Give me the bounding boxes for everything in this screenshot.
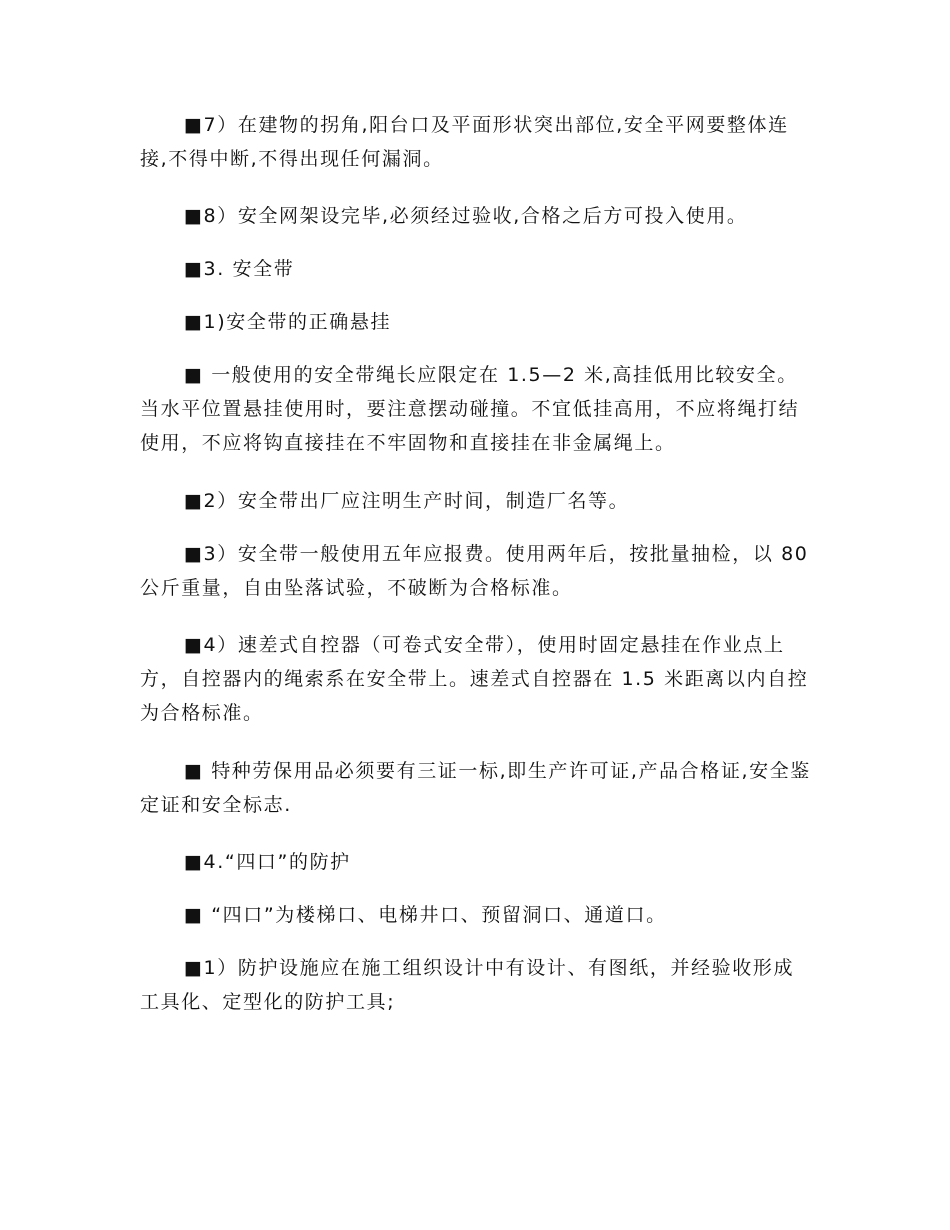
paragraph-protection-facilities-design: ■1）防护设施应在施工组织设计中有设计、有图纸，并经验收形成工具化、定型化的防护工具; bbox=[140, 957, 795, 1013]
subheading-belt-hanging: ■1)安全带的正确悬挂 bbox=[184, 311, 392, 333]
paragraph-safety-net-corners: ■7）在建物的拐角,阳台口及平面形状突出部位,安全平网要整体连接,不得中断,不得出现任何漏洞。 bbox=[140, 114, 789, 170]
section-heading-safety-belt: ■3. 安全带 bbox=[184, 258, 295, 280]
paragraph-four-openings-definition: ■ “四口”为楼梯口、电梯井口、预留洞口、通道口。 bbox=[184, 904, 667, 926]
paragraph-safety-net-acceptance: ■8）安全网架设完毕,必须经过验收,合格之后方可投入使用。 bbox=[184, 205, 748, 227]
paragraph-belt-service-life: ■3）安全带一般使用五年应报费。使用两年后，按批量抽检，以 80 公斤重量，自由坠落试验，不破断为合格标准。 bbox=[140, 543, 809, 599]
section-heading-four-openings: ■4.“四口”的防护 bbox=[184, 851, 351, 873]
paragraph-speed-differential-controller: ■4）速差式自控器（可卷式安全带），使用时固定悬挂在作业点上方，自控器内的绳索系在安全带上。速差式自控器在 1.5 米距离以内自控为合格标准。 bbox=[140, 634, 809, 724]
paragraph-protective-equipment-certificates: ■ 特种劳保用品必须要有三证一标,即生产许可证,产品合格证,安全鉴定证和安全标志. bbox=[140, 760, 811, 816]
paragraph-belt-factory-label: ■2）安全带出厂应注明生产时间，制造厂名等。 bbox=[184, 490, 630, 512]
paragraph-belt-rope-length: ■ 一般使用的安全带绳长应限定在 1.5—2 米,高挂低用比较安全。当水平位置悬挂使用时，要注意摆动碰撞。不宜低挂高用，不应将绳打结使用，不应将钩直接挂在不牢固物和直接挂在非金属绳上。 bbox=[140, 364, 800, 454]
